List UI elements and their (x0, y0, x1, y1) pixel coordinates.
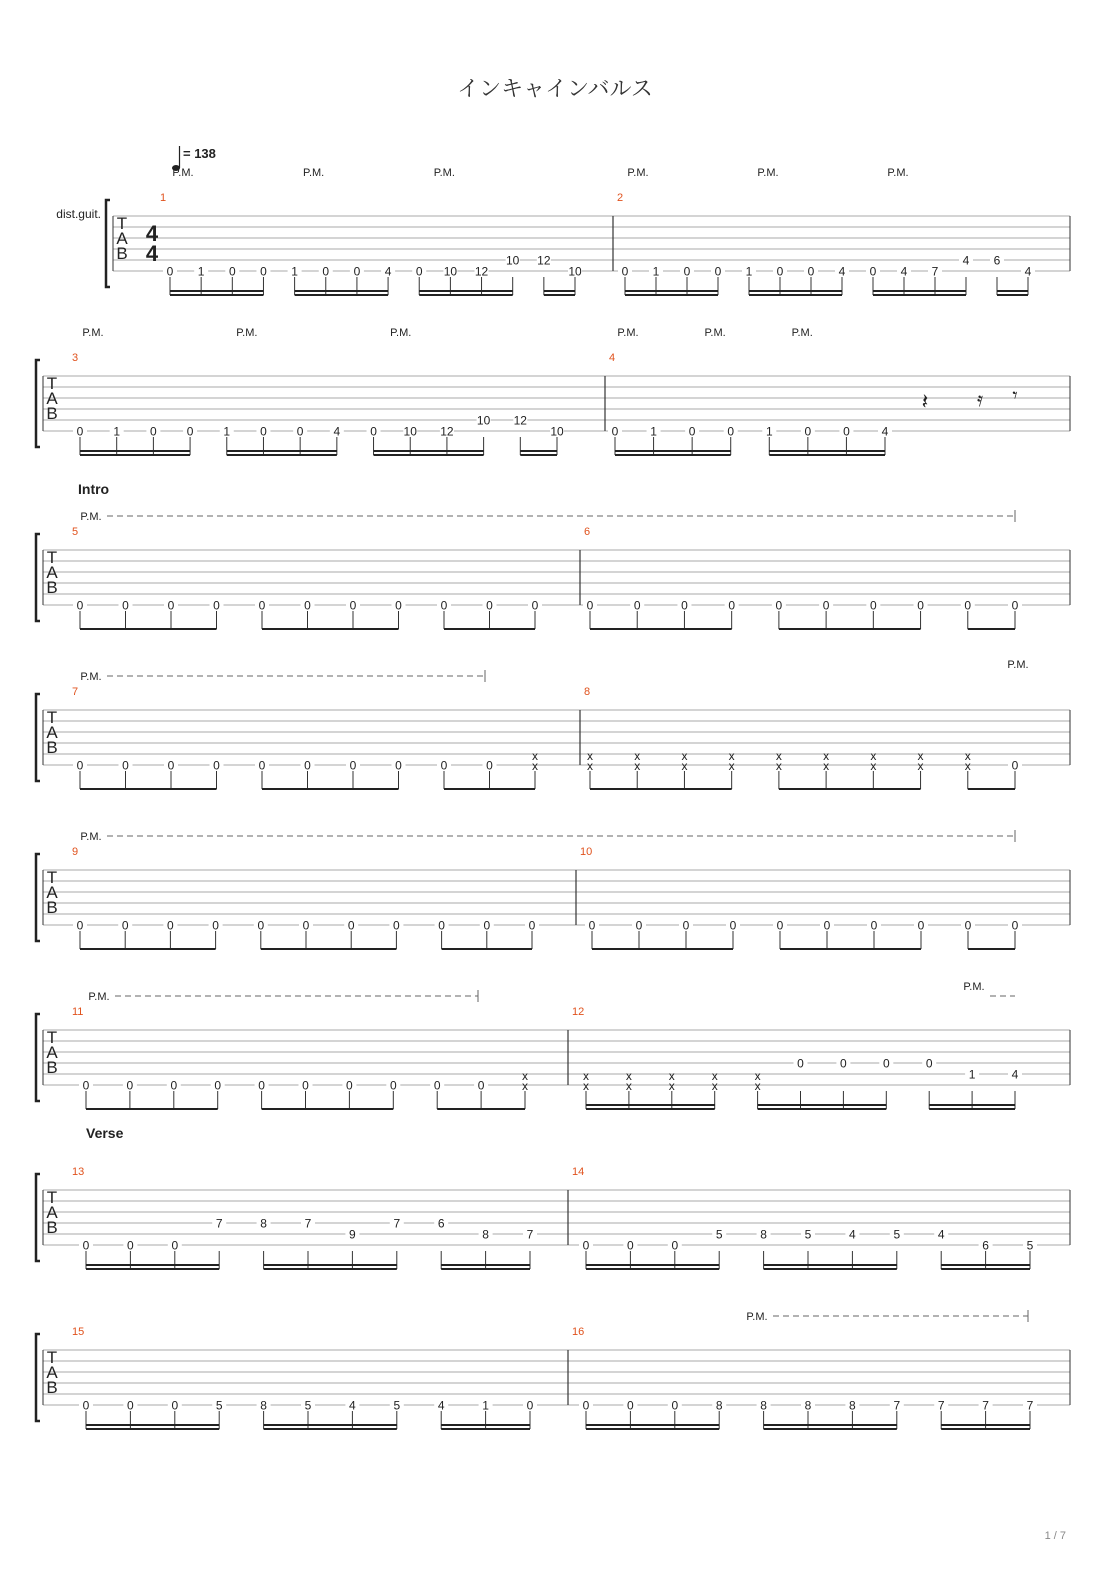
fret-number: 0 (477, 1078, 485, 1093)
fret-number: 0 (167, 918, 174, 933)
instrument-label: dist.guit. (56, 207, 101, 221)
muted-note: x (668, 1079, 675, 1093)
palm-mute-label: P.M. (172, 167, 194, 179)
palm-mute-label: P.M. (236, 327, 258, 339)
palm-mute-label: P.M. (704, 327, 726, 339)
fret-number: 0 (214, 1078, 222, 1093)
measure-number: 16 (572, 1326, 585, 1338)
muted-note: x (587, 759, 593, 773)
fret-number: 8 (849, 1398, 856, 1413)
muted-note: x (532, 759, 538, 773)
palm-mute-label: P.M. (887, 167, 909, 179)
fret-number: 0 (127, 1398, 134, 1413)
muted-note: x (964, 759, 971, 773)
tab-clef-letter: T (46, 1348, 58, 1367)
fret-number: 0 (728, 598, 736, 613)
fret-number: 12 (513, 413, 527, 428)
fret-number: 0 (964, 598, 972, 613)
fret-number: 0 (775, 598, 783, 613)
tab-clef-letter: B (46, 738, 58, 757)
palm-mute-label: P.M. (757, 167, 779, 179)
fret-number: 0 (213, 598, 220, 613)
fret-number: 0 (526, 1398, 534, 1413)
song-title: インキャインバルス (457, 77, 653, 102)
palm-mute-label: P.M. (791, 327, 813, 339)
tab-clef-letter: B (46, 898, 58, 917)
fret-number: 4 (1011, 1067, 1019, 1082)
muted-note: x (711, 1069, 718, 1083)
tab-clef-letter: B (46, 578, 58, 597)
tab-clef-letter: T (46, 548, 58, 567)
fret-number: 6 (437, 1216, 445, 1231)
fret-number: 8 (482, 1227, 489, 1242)
fret-number: 0 (688, 424, 696, 439)
fret-number: 0 (349, 758, 357, 773)
fret-number: 10 (443, 264, 458, 279)
fret-number: 0 (582, 1398, 590, 1413)
palm-mute-label: P.M. (88, 991, 110, 1003)
fret-number: 12 (440, 424, 454, 439)
fret-number: 0 (395, 758, 402, 773)
tab-clef-letter: B (116, 244, 128, 263)
fret-number: 0 (776, 264, 784, 279)
fret-number: 0 (438, 918, 445, 933)
fret-number: 0 (304, 758, 311, 773)
fret-number: 4 (838, 264, 846, 279)
palm-mute-label: P.M. (1007, 659, 1029, 671)
muted-note: x (775, 749, 782, 763)
fret-number: 0 (186, 424, 194, 439)
measure-number: 14 (572, 1166, 585, 1178)
section-label: Intro (78, 481, 110, 497)
fret-number: 5 (215, 1398, 223, 1413)
time-signature-top: 4 (145, 221, 159, 246)
fret-number: 0 (76, 758, 84, 773)
tab-clef-letter: A (46, 1043, 58, 1062)
muted-note: x (728, 759, 735, 773)
fret-number: 0 (1011, 758, 1019, 773)
system-bracket (36, 1174, 40, 1261)
fret-number: 0 (627, 1398, 634, 1413)
fret-number: 0 (122, 598, 129, 613)
fret-number: 0 (586, 598, 594, 613)
fret-number: 0 (633, 598, 641, 613)
muted-note: x (711, 1079, 718, 1093)
fret-number: 8 (715, 1398, 723, 1413)
fret-number: 7 (304, 1216, 312, 1231)
muted-note: x (634, 759, 641, 773)
tab-clef-letter: B (46, 1378, 58, 1397)
muted-note: x (870, 749, 877, 763)
fret-number: 0 (621, 264, 629, 279)
muted-note: x (625, 1069, 632, 1083)
fret-number: 0 (440, 758, 448, 773)
muted-note: x (681, 749, 688, 763)
measure-number: 5 (72, 526, 79, 538)
fret-number: 4 (437, 1398, 445, 1413)
palm-mute-label: P.M. (390, 327, 412, 339)
fret-number: 0 (682, 918, 690, 933)
fret-number: 0 (82, 1238, 90, 1253)
fret-number: 0 (82, 1398, 90, 1413)
tab-clef-letter: T (116, 214, 128, 233)
fret-number: 0 (714, 264, 722, 279)
fret-number: 0 (635, 918, 643, 933)
fret-number: 0 (393, 918, 400, 933)
fret-number: 8 (260, 1398, 267, 1413)
muted-note: x (668, 1069, 675, 1083)
measure-number: 4 (609, 352, 616, 364)
fret-number: 0 (823, 918, 831, 933)
fret-number: 0 (121, 918, 129, 933)
fret-number: 0 (627, 1238, 634, 1253)
fret-number: 5 (1026, 1238, 1034, 1253)
fret-number: 4 (900, 264, 908, 279)
fret-number: 0 (260, 264, 267, 279)
tab-clef-letter: T (46, 708, 58, 727)
muted-note: x (964, 749, 971, 763)
system-bracket (36, 360, 40, 447)
fret-number: 0 (126, 1078, 134, 1093)
fret-number: 0 (167, 598, 175, 613)
fret-number: 0 (346, 1078, 353, 1093)
fret-number: 4 (384, 264, 392, 279)
fret-number: 0 (729, 918, 737, 933)
fret-number: 12 (537, 253, 551, 268)
fret-number: 1 (652, 264, 660, 279)
quarter-rest-icon: 𝄽 (921, 389, 929, 414)
measure-number: 6 (584, 526, 591, 538)
system-bracket (36, 1334, 40, 1421)
fret-number: 6 (982, 1238, 989, 1253)
measure-number: 13 (72, 1166, 85, 1178)
fret-number: 0 (843, 424, 850, 439)
measure-number: 7 (72, 686, 79, 698)
fret-number: 7 (931, 264, 939, 279)
measure-number: 12 (572, 1006, 585, 1018)
fret-number: 5 (893, 1227, 901, 1242)
fret-number: 0 (528, 918, 536, 933)
fret-number: 0 (671, 1238, 679, 1253)
fret-number: 0 (349, 598, 357, 613)
tab-clef-letter: T (46, 374, 58, 393)
muted-note: x (754, 1079, 761, 1093)
eighth-rest-icon: 𝄾 (1012, 385, 1018, 407)
fret-number: 0 (1011, 918, 1019, 933)
palm-mute-label: P.M. (963, 981, 985, 993)
fret-number: 0 (671, 1398, 679, 1413)
measure-number: 10 (580, 846, 593, 858)
system-bracket (36, 1014, 40, 1101)
fret-number: 8 (260, 1216, 267, 1231)
palm-mute-label: P.M. (433, 167, 455, 179)
fret-number: 0 (483, 918, 491, 933)
fret-number: 4 (849, 1227, 856, 1242)
fret-number: 0 (258, 758, 266, 773)
fret-number: 1 (113, 424, 121, 439)
tab-clef-letter: A (46, 563, 58, 582)
fret-number: 0 (683, 264, 691, 279)
fret-number: 0 (486, 758, 493, 773)
system-bracket (36, 854, 40, 941)
tab-clef-letter: A (46, 389, 58, 408)
measure-number: 1 (160, 192, 167, 204)
measure-number: 11 (72, 1006, 84, 1018)
fret-number: 12 (474, 264, 489, 279)
fret-number: 0 (797, 1056, 804, 1071)
section-label: Verse (86, 1125, 124, 1141)
fret-number: 1 (197, 264, 205, 279)
fret-number: 8 (804, 1398, 812, 1413)
fret-number: 0 (171, 1398, 179, 1413)
fret-number: 0 (258, 1078, 265, 1093)
muted-note: x (870, 759, 877, 773)
measure-number: 8 (584, 686, 591, 698)
fret-number: 0 (807, 264, 815, 279)
fret-number: 0 (727, 424, 735, 439)
fret-number: 0 (822, 598, 830, 613)
fret-number: 0 (302, 918, 310, 933)
fret-number: 0 (531, 598, 539, 613)
muted-note: x (775, 759, 782, 773)
fret-number: 0 (82, 1078, 90, 1093)
fret-number: 7 (215, 1216, 223, 1231)
fret-number: 5 (393, 1398, 401, 1413)
muted-note: x (823, 749, 830, 763)
page-number: 1 / 7 (1044, 1530, 1066, 1542)
fret-number: 0 (870, 918, 878, 933)
muted-note: x (917, 749, 924, 763)
system-bracket (106, 200, 110, 287)
muted-note: x (681, 759, 688, 773)
fret-number: 0 (76, 424, 84, 439)
fret-number: 0 (389, 1078, 397, 1093)
tab-clef-letter: B (46, 1058, 58, 1077)
measure-number: 15 (72, 1326, 85, 1338)
fret-number: 1 (650, 424, 657, 439)
time-signature-bottom: 4 (145, 241, 159, 266)
muted-note: x (583, 1069, 589, 1083)
fret-number: 0 (395, 598, 402, 613)
fret-number: 9 (349, 1227, 356, 1242)
fret-number: 6 (993, 253, 1001, 268)
fret-number: 0 (582, 1238, 590, 1253)
muted-note: x (823, 759, 830, 773)
fret-number: 0 (917, 598, 924, 613)
fret-number: 0 (433, 1078, 441, 1093)
fret-number: 1 (482, 1398, 489, 1413)
fret-number: 7 (893, 1398, 901, 1413)
fret-number: 4 (937, 1227, 945, 1242)
fret-number: 1 (291, 264, 298, 279)
tab-clef-letter: A (46, 883, 58, 902)
fret-number: 0 (869, 598, 877, 613)
tab-clef-letter: B (46, 404, 58, 423)
fret-number: 1 (968, 1067, 976, 1082)
fret-number: 8 (760, 1227, 767, 1242)
tab-clef-letter: A (46, 723, 58, 742)
sixteenth-rest-icon: 𝄿 (976, 389, 984, 411)
fret-number: 0 (486, 598, 493, 613)
fret-number: 0 (76, 918, 84, 933)
tempo-marker: = 138 (183, 146, 216, 161)
fret-number: 0 (964, 918, 972, 933)
muted-note: x (583, 1079, 589, 1093)
fret-number: 0 (122, 758, 129, 773)
tab-clef-letter: T (46, 1188, 58, 1207)
fret-number: 0 (925, 1056, 933, 1071)
fret-number: 0 (440, 598, 448, 613)
palm-mute-label: P.M. (82, 327, 104, 339)
fret-number: 0 (260, 424, 267, 439)
muted-note: x (625, 1079, 632, 1093)
fret-number: 0 (166, 264, 174, 279)
fret-number: 0 (588, 918, 596, 933)
fret-number: 7 (526, 1227, 534, 1242)
fret-number: 0 (258, 598, 266, 613)
fret-number: 0 (213, 758, 220, 773)
fret-number: 4 (1024, 264, 1032, 279)
system-bracket (36, 534, 40, 621)
tab-clef-letter: A (116, 229, 128, 248)
fret-number: 5 (715, 1227, 723, 1242)
fret-number: 0 (167, 758, 175, 773)
fret-number: 0 (917, 918, 925, 933)
fret-number: 5 (804, 1227, 812, 1242)
measure-number: 3 (72, 352, 79, 364)
fret-number: 10 (506, 253, 520, 268)
fret-number: 10 (403, 424, 417, 439)
fret-number: 1 (745, 264, 753, 279)
muted-note: x (754, 1069, 761, 1083)
fret-number: 0 (869, 264, 877, 279)
fret-number: 0 (804, 424, 812, 439)
measure-number: 2 (617, 192, 624, 204)
palm-mute-label: P.M. (80, 831, 102, 843)
tab-clef-letter: A (46, 1363, 58, 1382)
muted-note: x (587, 749, 593, 763)
fret-number: 4 (333, 424, 341, 439)
palm-mute-label: P.M. (80, 511, 102, 523)
fret-number: 0 (681, 598, 688, 613)
fret-number: 0 (304, 598, 311, 613)
fret-number: 0 (347, 918, 355, 933)
system-bracket (36, 694, 40, 781)
fret-number: 0 (415, 264, 423, 279)
fret-number: 0 (228, 264, 236, 279)
fret-number: 0 (127, 1238, 134, 1253)
fret-number: 0 (257, 918, 265, 933)
muted-note: x (532, 749, 538, 763)
fret-number: 7 (982, 1398, 989, 1413)
muted-note: x (522, 1069, 528, 1083)
fret-number: 4 (881, 424, 889, 439)
fret-number: 0 (1011, 598, 1019, 613)
palm-mute-label: P.M. (746, 1311, 768, 1323)
fret-number: 5 (304, 1398, 312, 1413)
fret-number: 0 (170, 1078, 178, 1093)
fret-number: 0 (353, 264, 361, 279)
fret-number: 8 (760, 1398, 767, 1413)
muted-note: x (634, 749, 641, 763)
fret-number: 0 (76, 598, 84, 613)
fret-number: 1 (223, 424, 231, 439)
fret-number: 10 (550, 424, 564, 439)
palm-mute-label: P.M. (303, 167, 325, 179)
fret-number: 10 (568, 264, 582, 279)
fret-number: 0 (296, 424, 304, 439)
fret-number: 0 (212, 918, 219, 933)
muted-note: x (728, 749, 735, 763)
fret-number: 0 (150, 424, 157, 439)
fret-number: 10 (476, 413, 491, 428)
tab-clef-letter: A (46, 1203, 58, 1222)
muted-note: x (917, 759, 924, 773)
tab-clef-letter: B (46, 1218, 58, 1237)
fret-number: 7 (1026, 1398, 1034, 1413)
palm-mute-label: P.M. (80, 671, 102, 683)
fret-number: 0 (611, 424, 619, 439)
fret-number: 7 (937, 1398, 945, 1413)
measure-number: 9 (72, 846, 79, 858)
palm-mute-label: P.M. (627, 167, 649, 179)
fret-number: 0 (302, 1078, 309, 1093)
fret-number: 4 (349, 1398, 356, 1413)
tab-clef-letter: T (46, 1028, 58, 1047)
fret-number: 1 (765, 424, 773, 439)
palm-mute-label: P.M. (617, 327, 639, 339)
fret-number: 0 (370, 424, 377, 439)
muted-note: x (522, 1079, 528, 1093)
fret-number: 0 (171, 1238, 179, 1253)
fret-number: 0 (840, 1056, 847, 1071)
fret-number: 0 (776, 918, 784, 933)
fret-number: 7 (393, 1216, 401, 1231)
fret-number: 0 (882, 1056, 890, 1071)
fret-number: 0 (322, 264, 330, 279)
fret-number: 4 (962, 253, 970, 268)
tab-clef-letter: T (46, 868, 58, 887)
